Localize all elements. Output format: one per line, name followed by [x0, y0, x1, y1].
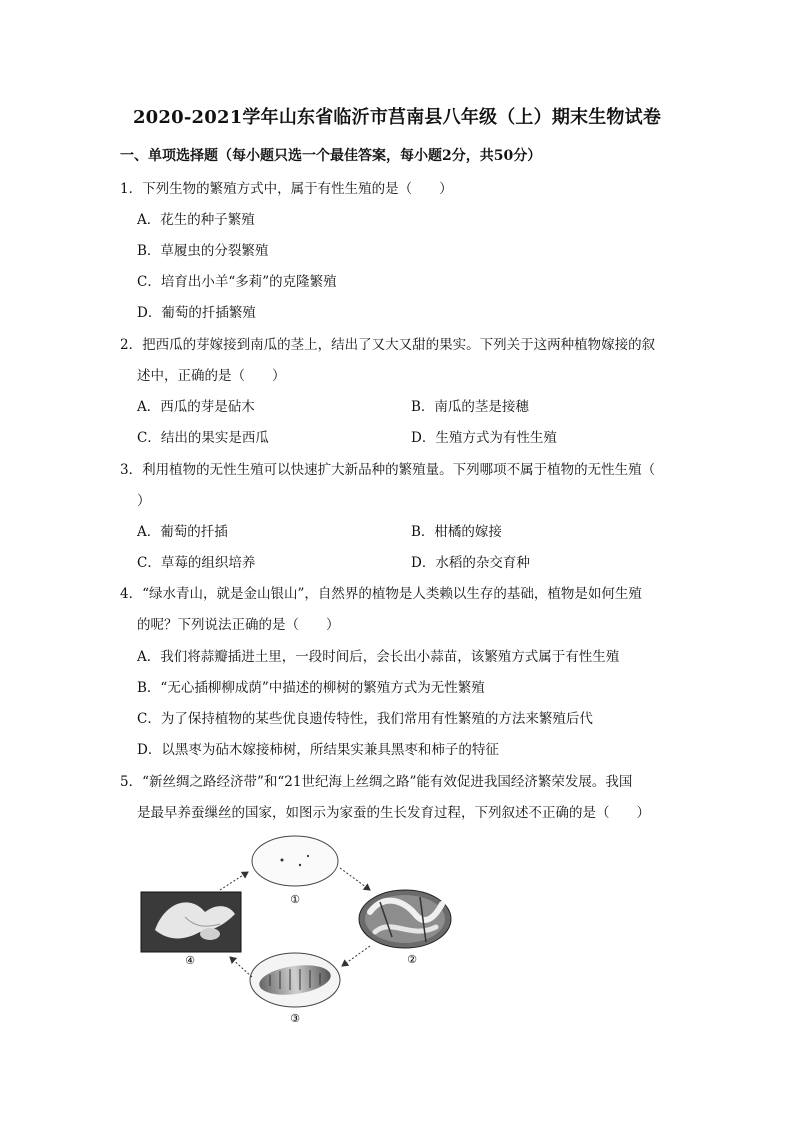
question-1-stem: 1．下列生物的繁殖方式中，属于有性生殖的是（ ） [120, 181, 453, 197]
figure-label-2: ② [407, 953, 417, 966]
question-1-option-b: B．草履虫的分裂繁殖 [137, 243, 269, 259]
arrow-pupa-to-moth [230, 957, 252, 977]
figure-label-3: ③ [290, 1012, 300, 1025]
question-2-stem-cont: 述中，正确的是（ ） [137, 368, 286, 384]
figure-label-1: ① [290, 893, 300, 906]
moth-icon [141, 892, 241, 952]
question-2-option-a: A．西瓜的芽是砧木 [137, 399, 255, 415]
question-3-option-b: B．柑橘的嫁接 [411, 524, 502, 540]
page-title: 2020-2021学年山东省临沂市莒南县八年级（上）期末生物试卷 [132, 107, 662, 128]
question-2-option-c: C．结出的果实是西瓜 [137, 430, 269, 446]
question-5-stem: 5．“新丝绸之路经济带”和“21世纪海上丝绸之路”能有效促进我国经济繁荣发展。我国 [120, 774, 633, 790]
question-4-stem: 4．“绿水青山，就是金山银山”，自然界的植物是人类赖以生存的基础，植物是如何生殖 [120, 586, 642, 602]
question-3-option-a: A．葡萄的扦插 [137, 524, 228, 540]
question-5-stem-cont: 是最早养蚕缫丝的国家，如图示为家蚕的生长发育过程，下列叙述不正确的是（ ） [137, 805, 650, 821]
arrow-egg-to-larva [340, 868, 370, 890]
question-4-option-a: A．我们将蒜瓣插进土里，一段时间后，会长出小蒜苗，该繁殖方式属于有性生殖 [137, 649, 620, 665]
question-1-option-c: C．培育出小羊“多莉”的克隆繁殖 [137, 274, 337, 290]
question-4-option-d: D．以黑枣为砧木嫁接柿树，所结果实兼具黑枣和柿子的特征 [137, 742, 499, 758]
question-2-option-d: D．生殖方式为有性生殖 [411, 430, 557, 446]
question-3-option-c: C．草莓的组织培养 [137, 555, 256, 571]
section-heading: 一、单项选择题（每小题只选一个最佳答案，每小题2分，共50分） [120, 148, 542, 164]
question-1-option-a: A．花生的种子繁殖 [137, 212, 255, 228]
question-1-option-d: D．葡萄的扦插繁殖 [137, 305, 256, 321]
question-4-option-c: C．为了保持植物的某些优良遗传特性，我们常用有性繁殖的方法来繁殖后代 [137, 711, 593, 727]
arrow-larva-to-pupa [342, 946, 370, 966]
question-4-option-b: B．“无心插柳柳成荫”中描述的柳树的繁殖方式为无性繁殖 [137, 680, 485, 696]
question-2-stem: 2．把西瓜的芽嫁接到南瓜的茎上，结出了又大又甜的果实。下列关于这两种植物嫁接的叙 [120, 337, 656, 353]
figure-label-4: ④ [185, 954, 195, 967]
pupa-icon [250, 953, 340, 1007]
question-3-option-d: D．水稻的杂交育种 [411, 555, 530, 571]
silkworm-lifecycle-figure [130, 832, 470, 1027]
larva-icon [359, 890, 451, 948]
egg-icon [252, 836, 338, 886]
arrow-moth-to-egg [220, 872, 248, 890]
question-3-stem-cont: ） [137, 493, 151, 509]
question-4-stem-cont: 的呢？下列说法正确的是（ ） [137, 617, 340, 633]
question-3-stem: 3．利用植物的无性生殖可以快速扩大新品种的繁殖量。下列哪项不属于植物的无性生殖（ [120, 462, 656, 478]
question-2-option-b: B．南瓜的茎是接穗 [411, 399, 529, 415]
